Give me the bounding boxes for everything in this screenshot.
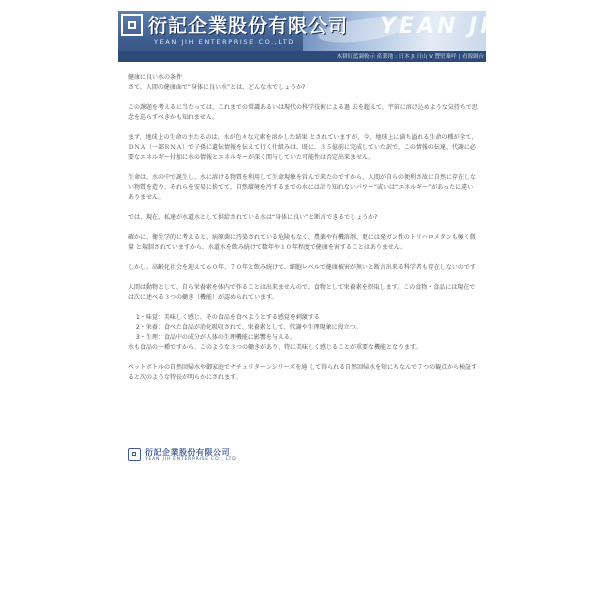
article-title-block bbox=[128, 73, 478, 93]
paragraph: 水も食品の一種ですから、このような３つの働きがあり、特に美味しく感じることが重要な機能となります。 bbox=[128, 344, 422, 351]
functions-list bbox=[128, 313, 478, 343]
header-banner bbox=[118, 11, 513, 62]
paragraph: では、現在、私達が水道水として供給されている水は“身体に良い”と断言できるでしょうか? bbox=[128, 214, 378, 221]
company-logo-icon bbox=[121, 14, 143, 36]
list-item: 3・生理：食品中の成分が人体の生理機能に影響を与える。 bbox=[136, 334, 296, 341]
article bbox=[128, 73, 478, 393]
company-name: 衍記企業股份有限公司 bbox=[148, 15, 349, 37]
article-subheading: さて、人間の健康面で“身体に良い水”とは、どんな水でしょうか? bbox=[128, 84, 306, 91]
paragraph: 人間は動物として、自ら栄養素を体内で作ることは出来ませんので、食物として栄養素を摂取します。この食物・食品には現在では次に述べる３つの働き（機能）が認められています。 bbox=[128, 284, 476, 301]
paragraph: しかし、高齢化社会を迎えて６０年、７０年と飲み続けて、細胞レベルで健康被害が無いと断言出来る科学者も存在しないのです bbox=[128, 264, 476, 271]
paragraph: この課題を考えるに当たっては、これまでの常識あるいは現代の科学技術による過 去を超えて、宇宙に溶け込めような気持ちで思念を巡らすべきかも知れません。 bbox=[128, 104, 478, 121]
footer-logo-icon bbox=[128, 448, 141, 461]
footer-company-name: 衍記企業股份有限公司 bbox=[145, 448, 230, 457]
paragraph: 確かに、衛生学的に考えると、病原菌に汚染されている危険もなく、農薬や有機溶剤、更には発ガン性のトリハロメタンも極く微量 と規制されていますから、水道水を飲み続けて数年や１０年程度で健康を害することはありません。 bbox=[128, 234, 476, 251]
footer-english-name: YEAN JIH ENTERPRISE CO., LTD bbox=[145, 457, 237, 462]
article-heading: 健康に良い水の条件 bbox=[128, 74, 183, 81]
paragraph: 生命は、水の中で誕生し、水に溶ける物質を利用して生命現象を営んで来たのですから、人間が自らの便利さ故に自然に存在しない物質を造り、それらを安易に捨てて、自然環境を汚するまでの水には計り知れないパワー“或いは“エネルギー”があったに違いありません。 bbox=[128, 174, 477, 201]
closing-paragraph: ペットボトルの自然回帰水や御家庭でナチュリターンシリーズを通 して得られる自然回帰水を短にちなんで７つの観点から検証すると次のような特長が明らかにされます。 bbox=[128, 364, 478, 381]
list-item: 1・味覚：美味しく感じ、その食品を食べようとする感覚を刺激する bbox=[136, 314, 320, 321]
paragraph: まず、地球上の生命の主たるのは、水が色々な元素を溶かした結果 とされていますが、今、地球上に満ち溢れる生命の種が全て、ＤＮＡ（一部ＲＮＡ）で子孫に遺伝情報を伝えて行く仕組みは、既に、３５億前に完成していた訳で、この情報の伝達、代謝に必要なエネルギー付加に水の情報とエネルギーが深く関与していた可能性は否定出来ません。 bbox=[128, 134, 478, 161]
company-english-name: YEAN JIH ENTERPRISE CO.,LTD bbox=[154, 38, 295, 46]
banner-watermark: YEAN JIH bbox=[380, 14, 513, 39]
header-nav-bar bbox=[118, 51, 486, 62]
list-item: 2・栄養：食べた食品が消化吸収されて、栄養素として、代謝や生理現象に役立つ。 bbox=[136, 324, 362, 331]
footer-logo bbox=[128, 447, 238, 463]
header-nav-text[interactable]: 木耕紅藍調較示 產業地 : 日本 JI 日山 V 豐堅棄呼 | 看源網台 bbox=[336, 54, 484, 60]
